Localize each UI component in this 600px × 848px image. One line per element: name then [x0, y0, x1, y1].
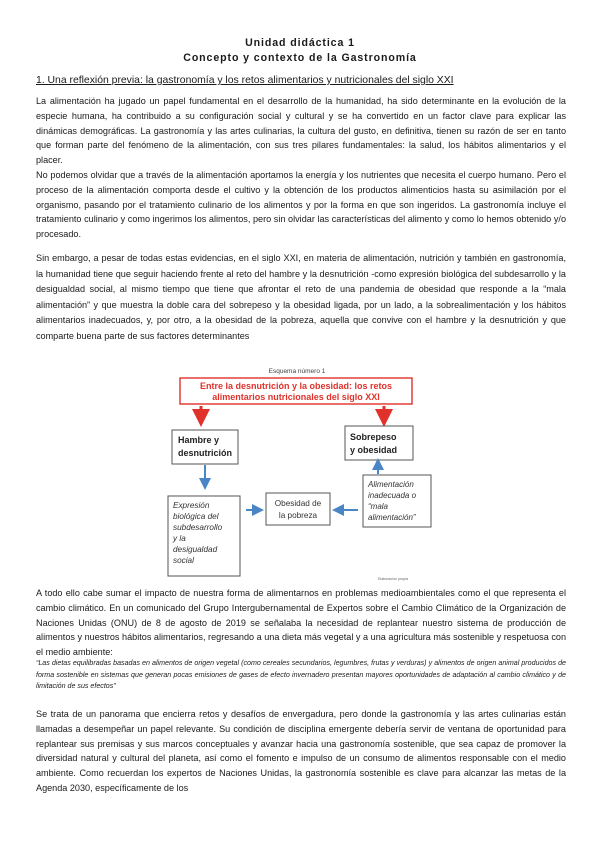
hunger-line-2: desnutrición	[178, 448, 233, 458]
main-box-line-2: alimentarios nutricionales del siglo XXI	[212, 392, 380, 402]
bad-food-line-1: Alimentación	[368, 480, 414, 489]
expression-line-3: subdesarrollo	[173, 523, 223, 532]
unit-title: Unidad didáctica 1	[245, 37, 355, 49]
diagram-esquema-1	[0, 362, 600, 582]
bad-food-line-2: inadecuada o	[368, 491, 417, 500]
unit-subtitle: Concepto y contexto de la Gastronomía	[183, 52, 417, 64]
paragraph-5: Se trata de un panorama que encierra retos y desafíos de envergadura, pero donde la gastronomía y las artes culinarias están llamadas a desempeñar un papel relevante. Su condición de disciplina emergente debería servir de ventana de oportunidad para replantear sus premisas y sus marcos conceptuales y avanzar hacia una gastronomía sostenible, que sea capaz de promover la diversidad natural y cultural del planeta, así como el fomento e impulso de un consumo de alimentos responsable con el medio ambiente. Como recuerdan los expertos de Naciones Unidas, la gastronomía sostenible es clave para alcanzar las metas de la Agenda 2030, específicamente de los	[36, 709, 566, 793]
overweight-line-1: Sobrepeso	[350, 432, 397, 442]
expression-line-2: biológica del	[173, 512, 219, 521]
diagram-credit: Elaboración propia	[378, 577, 408, 581]
quote-block: “Las dietas equilibradas basadas en alimentos de origen vegetal (como cereales secundarios, legumbres, frutas y verduras) y alimentos de origen animal producidos de forma sostenible en sistemas que generan pocas emisiones de gases de efecto invernadero presentan mayores oportunidades de adaptación al cambio climático y de limitación de sus efectos”	[36, 659, 566, 691]
expression-line-1: Expresión	[173, 501, 210, 510]
expression-line-4: y la	[173, 534, 186, 543]
paragraph-4: A todo ello cabe sumar el impacto de nuestra forma de alimentarnos en problemas medioambientales como el que representa el cambio climático. En un comunicado del Grupo Intergubernamental de Expertos sobre el Cambio Climático de la Organización de Naciones Unidas (ONU) de 8 de agosto de 2019 se señalaba la necesidad de replantear nuestro sistema de producción de alimentos y nuestros hábitos alimentarios, regresando a una dieta más vegetal y a una agricultura más sostenible y respetuosa con el medio ambiente:	[36, 588, 566, 658]
expression-line-6: social	[173, 556, 194, 565]
main-box-line-1: Entre la desnutrición y la obesidad: los retos	[199, 381, 393, 391]
expression-line-5: desigualdad	[173, 545, 218, 554]
paragraph-1: La alimentación ha jugado un papel fundamental en el desarrollo de la humanidad, ha sido determinante en la evolución de la especie humana, ha contribuido a su configuración social y cultural y se ha convertido en un factor clave para explicar las dinámicas demográficas. La gastronomía y las artes culinarias, la cultura del gusto, en definitiva, tienen su razón de ser en tanto que forman parte del fenómeno de la alimentación, con sus tres pilares fundamentales: la salud, los hábitos alimentarios y el placer.	[36, 96, 566, 166]
overweight-line-2: y obesidad	[350, 445, 398, 455]
poverty-line-1: Obesidad de	[274, 499, 322, 508]
section-heading: 1. Una reflexión previa: la gastronomía y los retos alimentarios y nutricionales del siglo XXI	[36, 75, 454, 86]
diagram-caption: Esquema número 1	[268, 368, 326, 375]
paragraph-3: Sin embargo, a pesar de todas estas evidencias, en el siglo XXI, en materia de alimentación, nutrición y también en gastronomía, la humanidad tiene que seguir haciendo frente al reto del hambre y la desnutrición -como expresión biológica del subdesarrollo y la desigualdad social, al mismo tiempo que tiene que afrontar el reto de una pandemia de obesidad que responde a la “mala alimentación” y que muestra la doble cara del sobrepeso y la obesidad ligada, por un lado, a la sobrealimentación y los hábitos alimentarios inadecuados, y, por otro, a la obesidad de la pobreza, aquella que convive con el hambre y la desnutrición y que comparte buena parte de sus factores determinantes	[36, 253, 566, 341]
paragraph-2: No podemos olvidar que a través de la alimentación aportamos la energía y los nutrientes que necesita el cuerpo humano. Pero el proceso de la alimentación comporta desde el cultivo y la obtención de los productos alimenticios hasta su asimilación por el organismo, pasando por el tratamiento culinario de los alimentos y por la forma en que son ingeridos. La gastronomía incluye el tratamiento culinario y como ingerimos los alimentos, pero sin olvidar las características del alimento y como lo hemos obtenido y/o procesado.	[36, 170, 566, 240]
bad-food-line-4: alimentación”	[368, 513, 416, 522]
poverty-box	[266, 493, 330, 525]
hunger-line-1: Hambre y	[178, 435, 220, 445]
bad-food-line-3: “mala	[368, 502, 389, 511]
poverty-line-2: la pobreza	[278, 511, 318, 520]
